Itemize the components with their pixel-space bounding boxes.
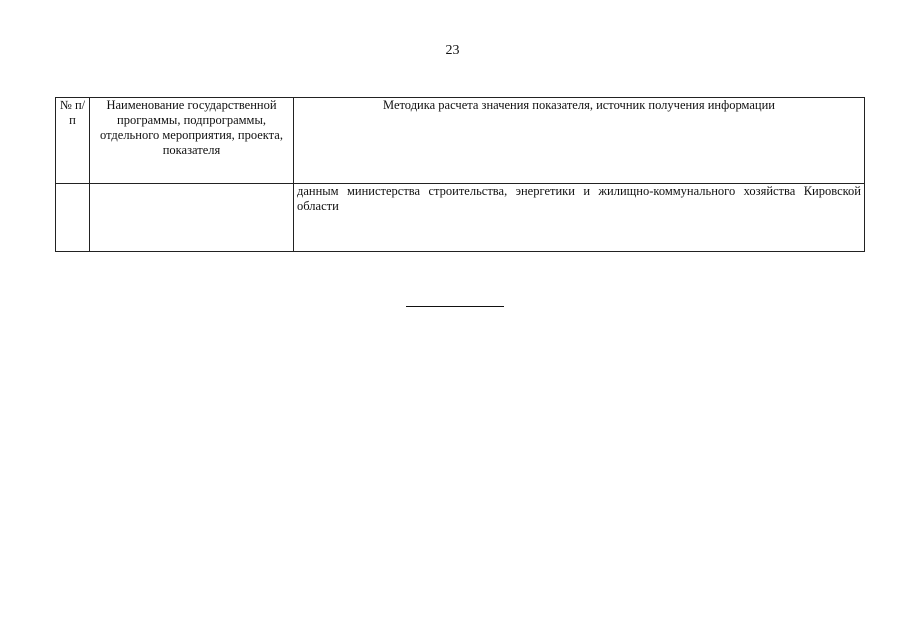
table-header-row — [56, 98, 865, 184]
table-row — [56, 184, 865, 252]
cell-method: данным министерства строительства, энергетики и жилищно-коммунального хозяйства Кировской области — [294, 184, 865, 252]
cell-num — [56, 184, 90, 252]
indicator-table — [55, 97, 865, 252]
header-name: Наименование государственной программы, подпрограммы, отдельного мероприятия, проекта, показателя — [90, 98, 294, 184]
page-number: 23 — [445, 43, 460, 58]
header-method: Методика расчета значения показателя, источник получения информации — [294, 98, 865, 184]
cell-name — [90, 184, 294, 252]
closing-rule — [406, 306, 504, 307]
header-num: № п/п — [56, 98, 90, 184]
